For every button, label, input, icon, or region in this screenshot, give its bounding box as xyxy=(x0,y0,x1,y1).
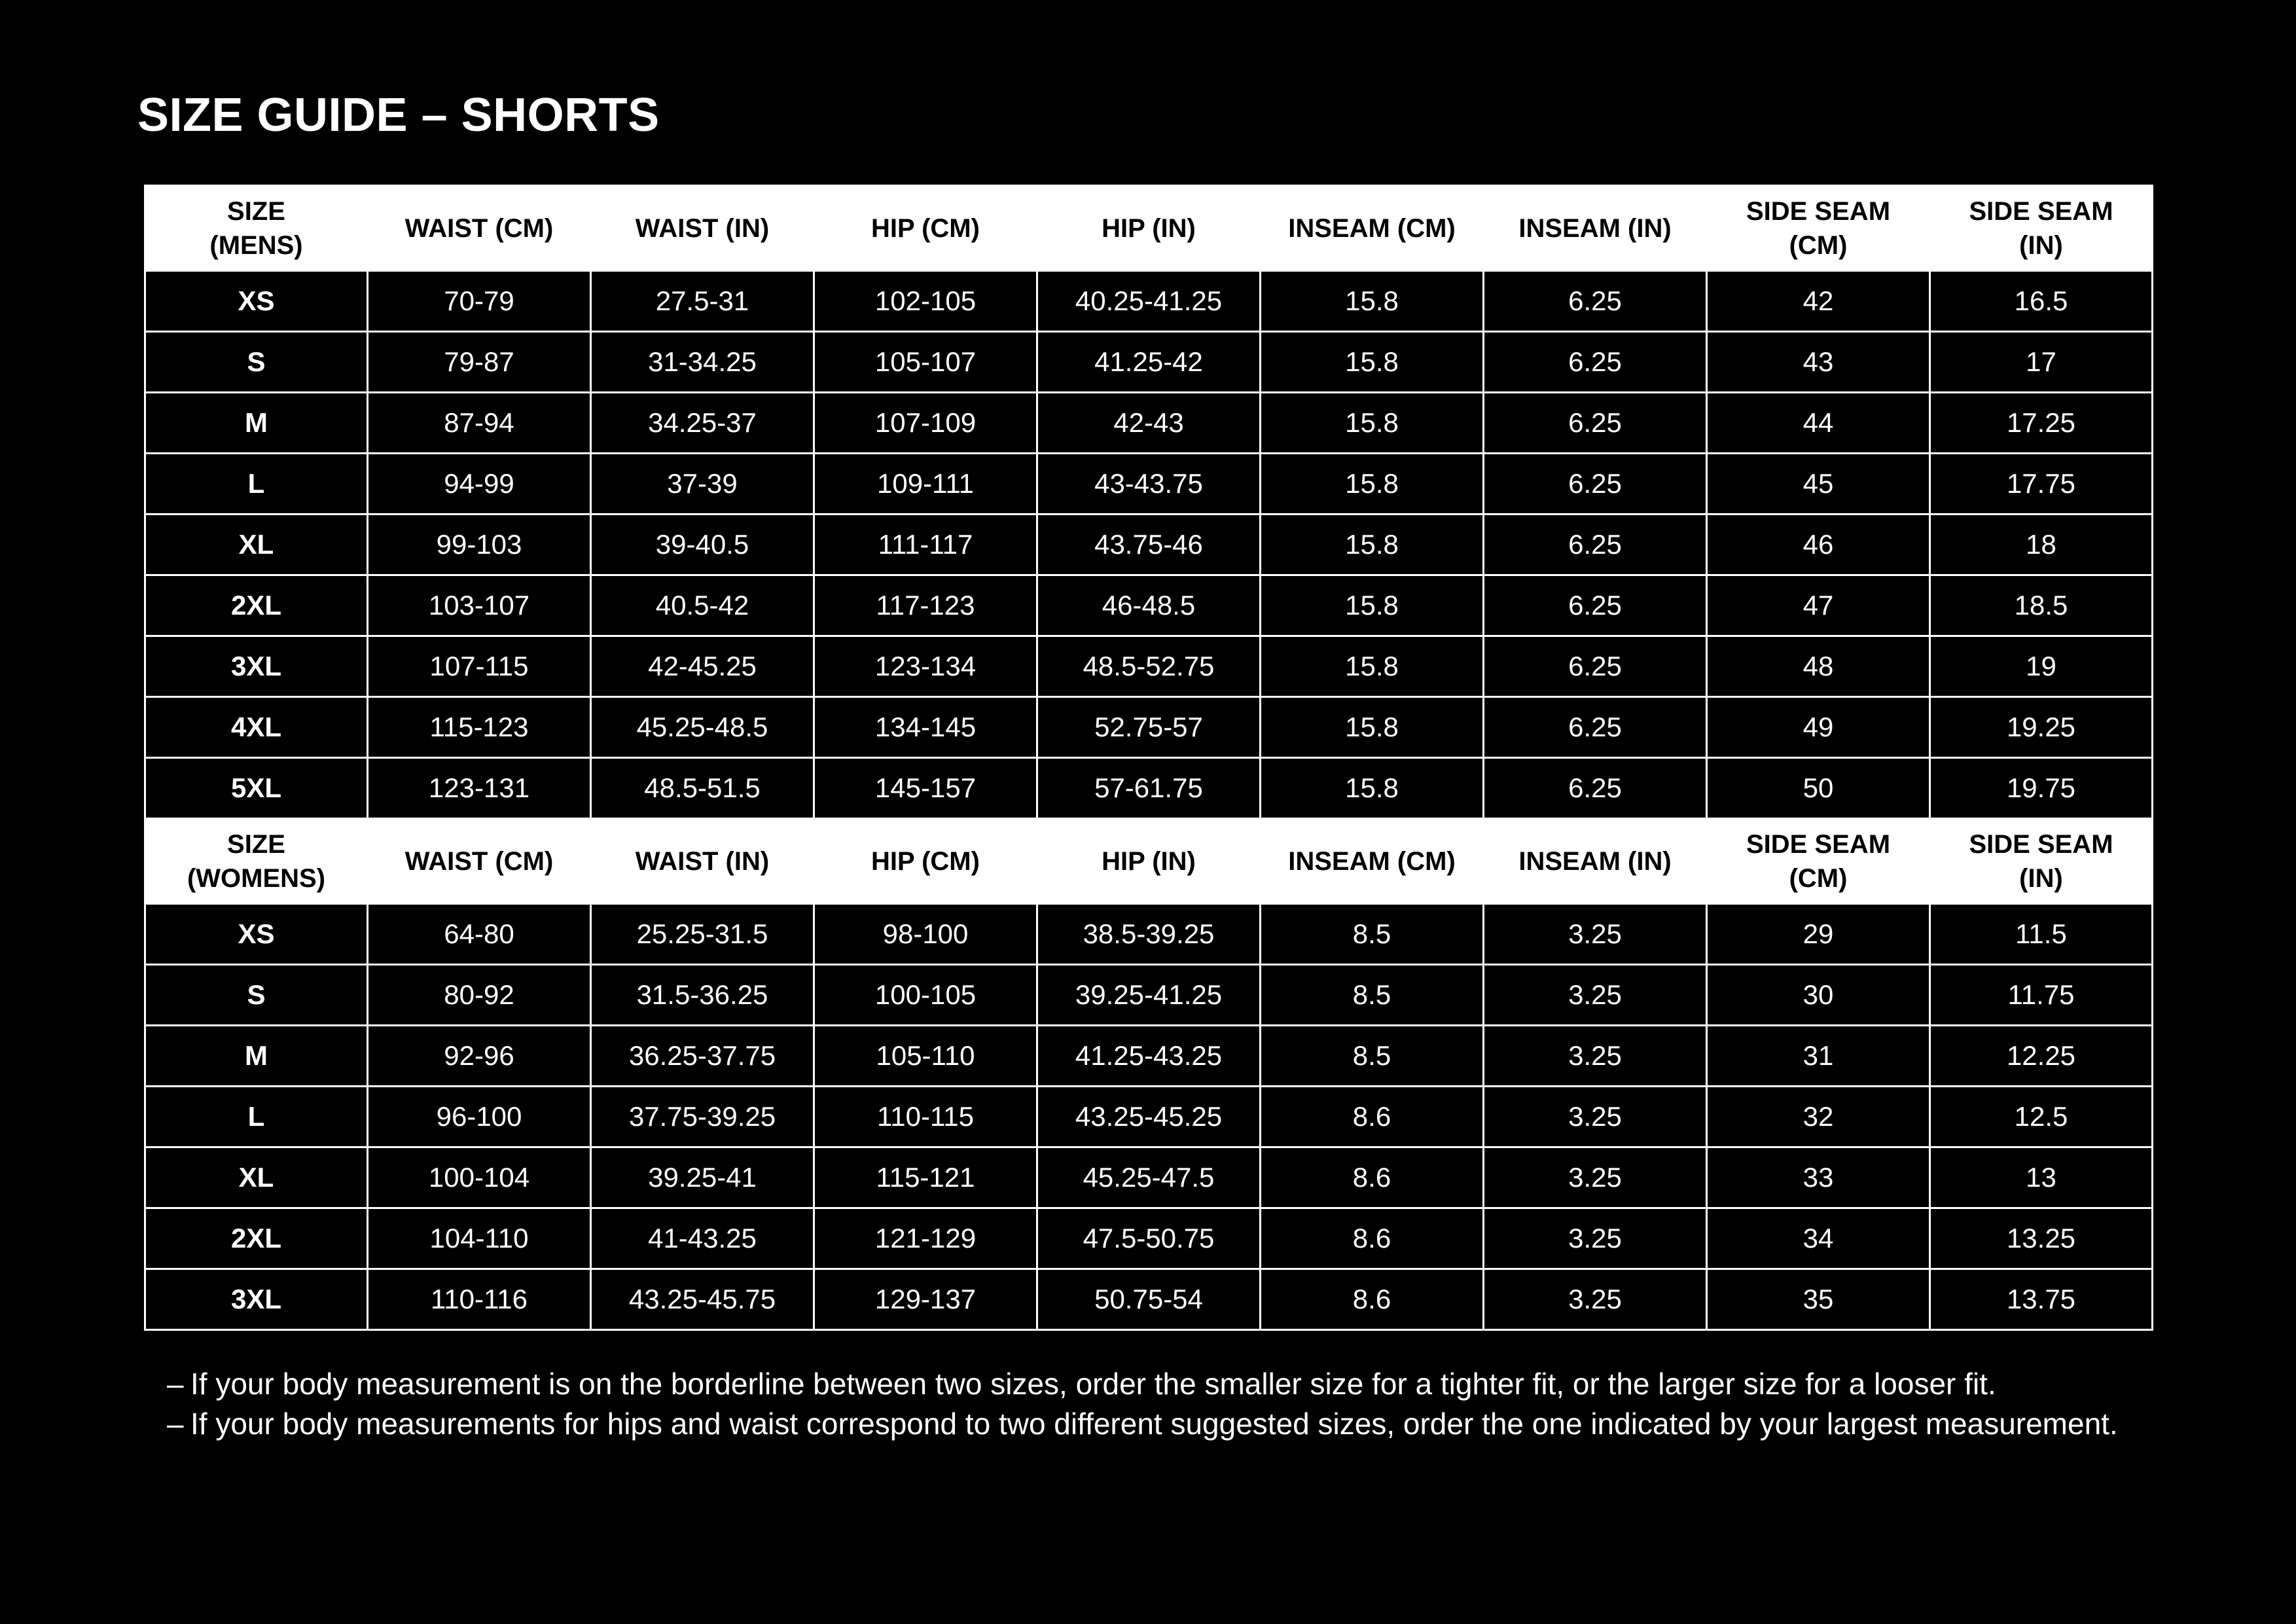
cell-inseam-in: 6.25 xyxy=(1484,697,1707,758)
cell-size: 3XL xyxy=(145,636,368,697)
cell-inseam-cm: 15.8 xyxy=(1261,758,1484,819)
table-row xyxy=(145,393,2153,454)
cell-side-seam-cm: 32 xyxy=(1707,1087,1930,1147)
table-row xyxy=(145,454,2153,514)
cell-inseam-in: 6.25 xyxy=(1484,758,1707,819)
cell-inseam-cm: 8.6 xyxy=(1261,1208,1484,1269)
cell-size: S xyxy=(145,332,368,393)
cell-side-seam-in: 12.5 xyxy=(1930,1087,2153,1147)
column-header-hip-cm: HIP (CM) xyxy=(814,819,1037,904)
cell-waist-in: 31.5-36.25 xyxy=(591,965,814,1026)
cell-side-seam-in: 17.75 xyxy=(1930,454,2153,514)
cell-hip-cm: 102-105 xyxy=(814,271,1037,332)
table-row xyxy=(145,1026,2153,1087)
note-text: If your body measurements for hips and waist correspond to two different suggested sizes, order the one indicated by your largest measurement. xyxy=(190,1407,2118,1441)
column-header-waist-cm: WAIST (CM) xyxy=(368,819,591,904)
cell-side-seam-cm: 35 xyxy=(1707,1269,1930,1330)
column-header-inseam-cm: INSEAM (CM) xyxy=(1261,186,1484,271)
cell-side-seam-in: 19.25 xyxy=(1930,697,2153,758)
cell-waist-cm: 110-116 xyxy=(368,1269,591,1330)
cell-size: L xyxy=(145,1087,368,1147)
cell-side-seam-cm: 45 xyxy=(1707,454,1930,514)
cell-inseam-in: 3.25 xyxy=(1484,1087,1707,1147)
cell-hip-cm: 109-111 xyxy=(814,454,1037,514)
cell-hip-in: 52.75-57 xyxy=(1037,697,1261,758)
cell-inseam-cm: 15.8 xyxy=(1261,454,1484,514)
cell-inseam-in: 3.25 xyxy=(1484,965,1707,1026)
cell-waist-in: 41-43.25 xyxy=(591,1208,814,1269)
cell-inseam-in: 3.25 xyxy=(1484,1269,1707,1330)
cell-waist-cm: 79-87 xyxy=(368,332,591,393)
cell-waist-cm: 87-94 xyxy=(368,393,591,454)
cell-side-seam-cm: 49 xyxy=(1707,697,1930,758)
cell-side-seam-cm: 50 xyxy=(1707,758,1930,819)
note-dash: – xyxy=(167,1367,184,1401)
cell-waist-cm: 70-79 xyxy=(368,271,591,332)
table-row xyxy=(145,271,2153,332)
cell-hip-cm: 110-115 xyxy=(814,1087,1037,1147)
cell-side-seam-cm: 48 xyxy=(1707,636,1930,697)
table-row xyxy=(145,1147,2153,1208)
cell-waist-cm: 104-110 xyxy=(368,1208,591,1269)
table-row xyxy=(145,1087,2153,1147)
cell-inseam-in: 3.25 xyxy=(1484,1147,1707,1208)
cell-side-seam-cm: 33 xyxy=(1707,1147,1930,1208)
table-row xyxy=(145,758,2153,819)
cell-hip-cm: 145-157 xyxy=(814,758,1037,819)
column-header-hip-in: HIP (IN) xyxy=(1037,819,1261,904)
cell-side-seam-in: 19.75 xyxy=(1930,758,2153,819)
cell-waist-in: 36.25-37.75 xyxy=(591,1026,814,1087)
cell-inseam-cm: 15.8 xyxy=(1261,575,1484,636)
cell-waist-cm: 80-92 xyxy=(368,965,591,1026)
cell-inseam-in: 3.25 xyxy=(1484,1208,1707,1269)
cell-side-seam-in: 13.75 xyxy=(1930,1269,2153,1330)
cell-waist-cm: 96-100 xyxy=(368,1087,591,1147)
cell-waist-in: 34.25-37 xyxy=(591,393,814,454)
cell-size: M xyxy=(145,393,368,454)
cell-side-seam-in: 13 xyxy=(1930,1147,2153,1208)
table-row xyxy=(145,1269,2153,1330)
cell-inseam-cm: 8.5 xyxy=(1261,1026,1484,1087)
cell-hip-cm: 123-134 xyxy=(814,636,1037,697)
cell-side-seam-in: 18 xyxy=(1930,514,2153,575)
cell-hip-in: 43-43.75 xyxy=(1037,454,1261,514)
cell-side-seam-cm: 44 xyxy=(1707,393,1930,454)
column-header-hip-in: HIP (IN) xyxy=(1037,186,1261,271)
cell-inseam-in: 6.25 xyxy=(1484,454,1707,514)
cell-inseam-in: 3.25 xyxy=(1484,1026,1707,1087)
size-guide-table xyxy=(144,185,2153,1331)
cell-hip-cm: 134-145 xyxy=(814,697,1037,758)
cell-inseam-cm: 8.6 xyxy=(1261,1269,1484,1330)
cell-hip-in: 41.25-43.25 xyxy=(1037,1026,1261,1087)
cell-hip-cm: 111-117 xyxy=(814,514,1037,575)
cell-size: 2XL xyxy=(145,1208,368,1269)
cell-side-seam-cm: 29 xyxy=(1707,904,1930,965)
cell-side-seam-in: 13.25 xyxy=(1930,1208,2153,1269)
size-notes xyxy=(167,1364,2196,1444)
page-title: SIZE GUIDE – SHORTS xyxy=(137,89,660,141)
cell-waist-in: 48.5-51.5 xyxy=(591,758,814,819)
cell-size: S xyxy=(145,965,368,1026)
cell-waist-in: 27.5-31 xyxy=(591,271,814,332)
cell-size: 2XL xyxy=(145,575,368,636)
cell-side-seam-cm: 46 xyxy=(1707,514,1930,575)
cell-side-seam-in: 19 xyxy=(1930,636,2153,697)
table-row xyxy=(145,965,2153,1026)
cell-waist-cm: 92-96 xyxy=(368,1026,591,1087)
column-header-side-seam-in: SIDE SEAM (IN) xyxy=(1930,819,2153,904)
cell-inseam-in: 6.25 xyxy=(1484,332,1707,393)
cell-size: 5XL xyxy=(145,758,368,819)
cell-side-seam-in: 12.25 xyxy=(1930,1026,2153,1087)
column-header-waist-in: WAIST (IN) xyxy=(591,186,814,271)
cell-side-seam-cm: 34 xyxy=(1707,1208,1930,1269)
cell-waist-in: 42-45.25 xyxy=(591,636,814,697)
cell-side-seam-in: 16.5 xyxy=(1930,271,2153,332)
cell-hip-in: 39.25-41.25 xyxy=(1037,965,1261,1026)
cell-hip-in: 45.25-47.5 xyxy=(1037,1147,1261,1208)
cell-size: 3XL xyxy=(145,1269,368,1330)
cell-hip-cm: 100-105 xyxy=(814,965,1037,1026)
cell-waist-cm: 103-107 xyxy=(368,575,591,636)
cell-inseam-cm: 8.6 xyxy=(1261,1147,1484,1208)
size-guide-table-body xyxy=(145,186,2153,1330)
note-hips-waist xyxy=(167,1404,2196,1444)
cell-hip-cm: 129-137 xyxy=(814,1269,1037,1330)
cell-hip-in: 47.5-50.75 xyxy=(1037,1208,1261,1269)
cell-inseam-cm: 15.8 xyxy=(1261,332,1484,393)
cell-inseam-in: 6.25 xyxy=(1484,514,1707,575)
cell-inseam-cm: 8.5 xyxy=(1261,965,1484,1026)
cell-hip-in: 40.25-41.25 xyxy=(1037,271,1261,332)
column-header-inseam-in: INSEAM (IN) xyxy=(1484,819,1707,904)
cell-hip-in: 41.25-42 xyxy=(1037,332,1261,393)
cell-waist-cm: 107-115 xyxy=(368,636,591,697)
cell-size: 4XL xyxy=(145,697,368,758)
cell-waist-in: 43.25-45.75 xyxy=(591,1269,814,1330)
cell-waist-in: 39.25-41 xyxy=(591,1147,814,1208)
cell-size: XS xyxy=(145,904,368,965)
cell-size: M xyxy=(145,1026,368,1087)
cell-waist-in: 45.25-48.5 xyxy=(591,697,814,758)
column-header-side-seam-cm: SIDE SEAM (CM) xyxy=(1707,819,1930,904)
cell-inseam-in: 6.25 xyxy=(1484,636,1707,697)
cell-waist-cm: 100-104 xyxy=(368,1147,591,1208)
cell-inseam-cm: 15.8 xyxy=(1261,271,1484,332)
note-dash: – xyxy=(167,1407,184,1441)
cell-waist-cm: 64-80 xyxy=(368,904,591,965)
cell-side-seam-cm: 43 xyxy=(1707,332,1930,393)
note-borderline xyxy=(167,1364,2196,1404)
cell-hip-in: 43.25-45.25 xyxy=(1037,1087,1261,1147)
cell-side-seam-cm: 31 xyxy=(1707,1026,1930,1087)
cell-waist-cm: 94-99 xyxy=(368,454,591,514)
cell-hip-cm: 115-121 xyxy=(814,1147,1037,1208)
cell-size: XS xyxy=(145,271,368,332)
cell-hip-cm: 98-100 xyxy=(814,904,1037,965)
header-row-mens xyxy=(145,186,2153,271)
cell-waist-in: 31-34.25 xyxy=(591,332,814,393)
column-header-side-seam-in: SIDE SEAM (IN) xyxy=(1930,186,2153,271)
cell-hip-in: 46-48.5 xyxy=(1037,575,1261,636)
table-row xyxy=(145,332,2153,393)
cell-inseam-in: 6.25 xyxy=(1484,575,1707,636)
cell-waist-in: 40.5-42 xyxy=(591,575,814,636)
column-header-waist-cm: WAIST (CM) xyxy=(368,186,591,271)
table-row xyxy=(145,697,2153,758)
table-row xyxy=(145,1208,2153,1269)
column-header-hip-cm: HIP (CM) xyxy=(814,186,1037,271)
note-text: If your body measurement is on the borderline between two sizes, order the smaller size for a tighter fit, or the larger size for a looser fit. xyxy=(190,1367,1996,1401)
cell-inseam-in: 6.25 xyxy=(1484,393,1707,454)
column-header-inseam-cm: INSEAM (CM) xyxy=(1261,819,1484,904)
cell-inseam-cm: 8.5 xyxy=(1261,904,1484,965)
cell-waist-in: 37-39 xyxy=(591,454,814,514)
cell-inseam-cm: 15.8 xyxy=(1261,393,1484,454)
column-header-waist-in: WAIST (IN) xyxy=(591,819,814,904)
cell-hip-cm: 121-129 xyxy=(814,1208,1037,1269)
cell-hip-in: 48.5-52.75 xyxy=(1037,636,1261,697)
column-header-size: SIZE (MENS) xyxy=(145,186,368,271)
table-row xyxy=(145,636,2153,697)
cell-inseam-cm: 15.8 xyxy=(1261,697,1484,758)
cell-hip-cm: 105-110 xyxy=(814,1026,1037,1087)
cell-side-seam-in: 11.75 xyxy=(1930,965,2153,1026)
cell-size: XL xyxy=(145,1147,368,1208)
table-row xyxy=(145,904,2153,965)
cell-hip-cm: 117-123 xyxy=(814,575,1037,636)
cell-size: L xyxy=(145,454,368,514)
cell-waist-cm: 123-131 xyxy=(368,758,591,819)
cell-hip-in: 43.75-46 xyxy=(1037,514,1261,575)
cell-hip-in: 57-61.75 xyxy=(1037,758,1261,819)
cell-hip-in: 38.5-39.25 xyxy=(1037,904,1261,965)
cell-waist-cm: 99-103 xyxy=(368,514,591,575)
cell-waist-in: 37.75-39.25 xyxy=(591,1087,814,1147)
cell-hip-in: 42-43 xyxy=(1037,393,1261,454)
cell-waist-cm: 115-123 xyxy=(368,697,591,758)
header-row-womens xyxy=(145,819,2153,904)
cell-side-seam-cm: 42 xyxy=(1707,271,1930,332)
cell-side-seam-cm: 30 xyxy=(1707,965,1930,1026)
column-header-side-seam-cm: SIDE SEAM (CM) xyxy=(1707,186,1930,271)
cell-inseam-cm: 8.6 xyxy=(1261,1087,1484,1147)
cell-hip-cm: 105-107 xyxy=(814,332,1037,393)
cell-side-seam-in: 17.25 xyxy=(1930,393,2153,454)
cell-hip-cm: 107-109 xyxy=(814,393,1037,454)
table-row xyxy=(145,514,2153,575)
cell-inseam-cm: 15.8 xyxy=(1261,514,1484,575)
cell-side-seam-cm: 47 xyxy=(1707,575,1930,636)
cell-side-seam-in: 18.5 xyxy=(1930,575,2153,636)
column-header-size: SIZE (WOMENS) xyxy=(145,819,368,904)
cell-inseam-in: 3.25 xyxy=(1484,904,1707,965)
cell-side-seam-in: 17 xyxy=(1930,332,2153,393)
cell-inseam-in: 6.25 xyxy=(1484,271,1707,332)
cell-waist-in: 25.25-31.5 xyxy=(591,904,814,965)
cell-side-seam-in: 11.5 xyxy=(1930,904,2153,965)
column-header-inseam-in: INSEAM (IN) xyxy=(1484,186,1707,271)
table-row xyxy=(145,575,2153,636)
cell-hip-in: 50.75-54 xyxy=(1037,1269,1261,1330)
cell-inseam-cm: 15.8 xyxy=(1261,636,1484,697)
cell-size: XL xyxy=(145,514,368,575)
cell-waist-in: 39-40.5 xyxy=(591,514,814,575)
